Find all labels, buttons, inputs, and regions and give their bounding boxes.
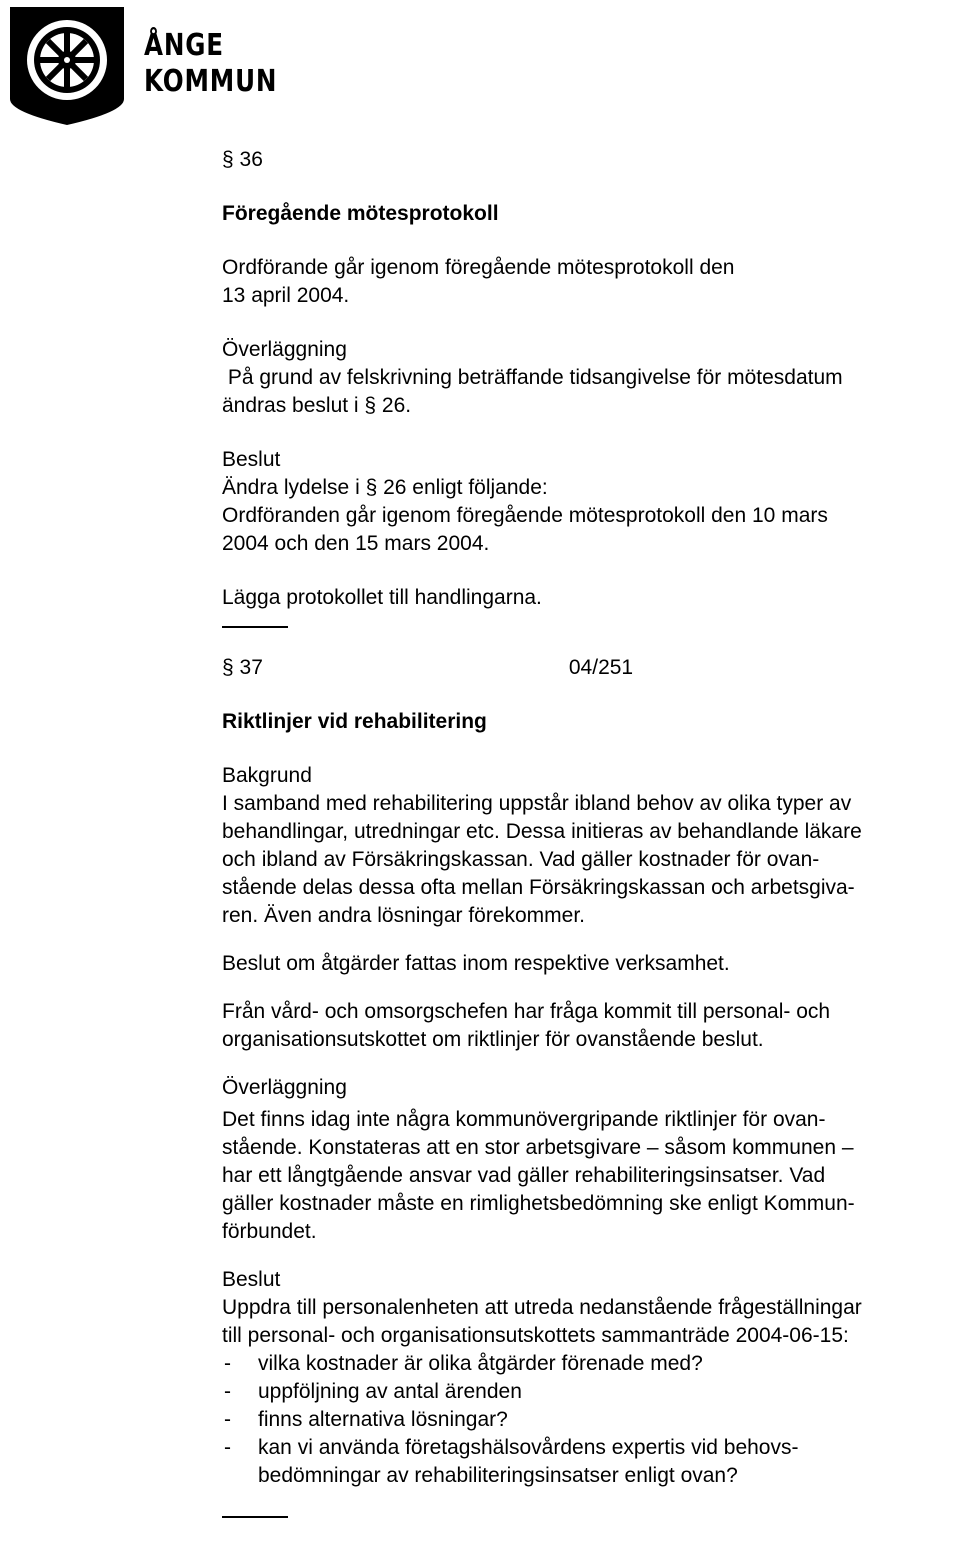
section-37-header bbox=[222, 654, 958, 682]
logo-line-2: KOMMUN bbox=[144, 64, 278, 99]
section-36-lagga: Lägga protokollet till handlingarna. bbox=[222, 586, 542, 609]
logo-line-1: ÅNGE bbox=[144, 28, 224, 63]
section-37-title: Riktlinjer vid rehabilitering bbox=[222, 710, 487, 733]
municipal-wheel-seal-icon bbox=[6, 4, 128, 126]
list-item: - kan vi använda företagshälsovårdens expertis vid behovs- bedömningar av rehabiliteringsinsatser enligt ovan? bbox=[222, 1434, 958, 1490]
section-37-number: § 37 bbox=[222, 656, 263, 679]
section-36-title: Föregående mötesprotokoll bbox=[222, 202, 499, 225]
list-item: - finns alternativa lösningar? bbox=[222, 1406, 958, 1434]
list-item: - uppföljning av antal ärenden bbox=[222, 1378, 958, 1406]
section-37-bakgrund-text: I samband med rehabilitering uppstår ibland behov av olika typer av behandlingar, utredningar etc. Dessa initieras av behandlande läkare och ibland av Försäkringskassan. Vad gäller kostnader för ovan- stående delas dessa ofta mellan Försäkringskassan och arbetsgiva- ren. Även andra lösningar förekommer. bbox=[222, 792, 862, 927]
case-number: 04/251 bbox=[568, 656, 634, 679]
section-36-overlaggning-text: På grund av felskrivning beträffande tidsangivelse för mötesdatum ändras beslut i § 26. bbox=[222, 366, 843, 417]
list-item: - vilka kostnader är olika åtgärder förenade med? bbox=[222, 1350, 958, 1378]
section-divider bbox=[222, 626, 288, 628]
section-divider bbox=[222, 1516, 288, 1518]
section-37-bakgrund-heading: Bakgrund bbox=[222, 764, 312, 787]
section-36-number: § 36 bbox=[222, 148, 263, 171]
section-37-overlaggning-heading: Överläggning bbox=[222, 1076, 347, 1099]
section-36-beslut-heading: Beslut bbox=[222, 448, 281, 471]
section-37-fran: Från vård- och omsorgschefen har fråga kommit till personal- och organisationsutskottet om riktlinjer för ovanstående beslut. bbox=[222, 1000, 831, 1051]
section-37-overlaggning-text: Det finns idag inte några kommunövergripande riktlinjer för ovan- stående. Konstateras att en stor arbetsgivare – såsom kommunen – har ett långtgående ansvar vad gäller rehabiliteringsinsatser. Vad gäller kostnader måste en rimlighetsbedömning ske enligt Kommun- förbundet. bbox=[222, 1108, 855, 1243]
question-list bbox=[222, 1350, 958, 1490]
section-36-beslut-text: Ändra lydelse i § 26 enligt följande: Ordföranden går igenom föregående mötesprotokoll den 10 mars 2004 och den 15 mars 2004. bbox=[222, 476, 828, 555]
section-36-overlaggning-heading: Överläggning bbox=[222, 338, 347, 361]
section-36-intro: Ordförande går igenom föregående mötesprotokoll den 13 april 2004. bbox=[222, 256, 735, 307]
municipality-name bbox=[144, 28, 277, 100]
minutes-body bbox=[222, 146, 958, 1518]
section-37-beslut-heading: Beslut bbox=[222, 1268, 281, 1291]
letterhead bbox=[6, 4, 306, 128]
section-37-beslut-text: Uppdra till personalenheten att utreda nedanstående frågeställningar till personal- och organisationsutskottets sammanträde 2004-06-15: bbox=[222, 1296, 862, 1347]
section-37-beslut-atgarder: Beslut om åtgärder fattas inom respektive verksamhet. bbox=[222, 952, 730, 975]
